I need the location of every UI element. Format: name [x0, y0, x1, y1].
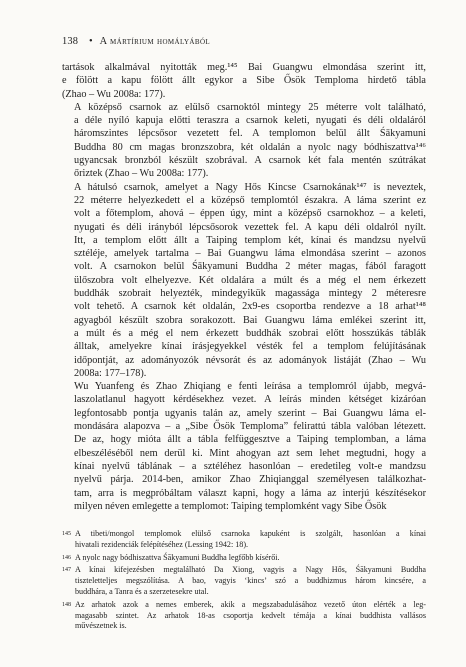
- text-line: (Zhao – Wu 2008a: 177).: [62, 88, 166, 100]
- text-line: De az, hogy mióta állt a tábla felfüggesztve a Taiping templomban, a láma: [74, 434, 426, 446]
- footnote: [62, 600, 426, 632]
- text-line: milyen néven emlegette a templomot: Taiping templomként vagy Sibe Ősök: [74, 500, 387, 512]
- text-line: a múlt és a még el nem érkezett buddhák szobrai előtt hosszúkás táblák: [74, 327, 426, 339]
- footnote-line: A nyolc nagy bódhiszattva Śākyamuni Buddha legfőbb kísérői.: [75, 552, 280, 562]
- text-line: időpontját, az adományozók névsorát és az adományok listáját (Zhao – Wu: [74, 354, 426, 366]
- text-line: őriztek (Zhao – Wu 2008a: 177).: [74, 168, 209, 180]
- text-line: tam, arra is megpróbáltam választ kapni, hogy a láma az interjú készítésekor: [74, 487, 426, 499]
- footnote-text: [75, 553, 426, 564]
- footnote: [62, 553, 426, 564]
- footnote-line: Az arhatok azok a nemes emberek, akik a megszabadulásához vezető úton elérték a leg-: [75, 599, 426, 609]
- text-line: mondására alapozva – a „Sibe Ősök Temploma” felirattú tábla valóban létezett.: [74, 421, 426, 433]
- text-line: kínai nyelvű táblának – a sztéléhez hasonlóan – eredetileg volt-e mandzsu: [74, 460, 426, 472]
- footnote-line: buddhára, a Tanra és a szerzetesekre utal.: [75, 587, 209, 597]
- text-line: ülőszobra volt elhelyezve. Két oldalára a múlt és a még el nem érkezett: [74, 274, 426, 286]
- footnote-line: hivatali rezidenciák felépítéséhez (Lessing 1942: 18).: [75, 539, 249, 549]
- footnote-number: 145: [62, 531, 71, 538]
- text-line: A középső csarnok az elülső csarnoktól mintegy 25 méterre volt található,: [74, 101, 426, 113]
- text-line: sztéléje, amelyek tartalma – Bai Guangwu láma elmondása szerint – azonos: [74, 248, 426, 260]
- main-text: [62, 61, 426, 513]
- footnote-text: [75, 565, 426, 597]
- text-line: e fölött a kapu fölött állt egykor a Sibe Ősök Temploma hirdető tábla: [62, 75, 426, 87]
- footnote-line: A tibeti/mongol templomok elülső csarnoka kapuként is szolgált, hasonlóan a kínai: [75, 529, 426, 539]
- footnote-line: tiszteletteljes megszólítása. A bao, vagyis ‘kincs’ szó a buddhizmus három kincsére, a: [75, 576, 426, 586]
- text-line: nyelvű párja. 2014-ben, amikor Zhao Zhiqianggal személyesen találkozhat-: [74, 474, 426, 486]
- paragraph: [62, 380, 426, 513]
- footnote: [62, 529, 426, 551]
- running-header: [62, 36, 426, 47]
- text-line: agyagból készült szobra sorakozott. Bai Guangwu láma emlékei szerint itt,: [74, 314, 426, 326]
- text-line: elbeszéléséből nem derül ki. Mint ahogyan azt sem lehet megtudni, hogy a: [74, 447, 426, 459]
- text-line: buddhák szobrait helyezték, mindegyikük magassága mintegy 2 méteresre: [74, 288, 426, 300]
- paragraph: [62, 181, 426, 380]
- paragraph: [62, 61, 426, 101]
- footnote-text: [75, 600, 426, 632]
- text-line: Itt, a templom előtt állt a Taiping templom két, kínai és mandzsu nyelvű: [74, 234, 426, 246]
- footnote-line: magasabb szintet. Az arhatok 18-as csoportja kedvelt témája a kínai buddhista vallásos: [75, 610, 426, 620]
- text-line: tartások alkalmával nyitották meg.¹⁴⁵ Bai Guangwu elmondása szerint itt,: [62, 62, 426, 73]
- running-title: A mártírium homályából: [99, 36, 211, 47]
- footnote: [62, 565, 426, 597]
- footnote-line: A kínai kifejezésben megtalálható Da Xiong, vagyis a Nagy Hős, Śākyamuni Buddha: [75, 565, 426, 575]
- text-line: Buddha 80 cm magas bronzszobra, két oldalán a nyolc nagy bódhiszattva¹⁴⁶: [74, 141, 426, 153]
- text-line: volt a főtemplom, ahová – éppen úgy, mint a középső csarnokhoz – a keleti,: [74, 208, 426, 220]
- text-line: volt. A csarnokon belül Śākyamuni Buddha 2 méter magas, fából faragott: [74, 261, 426, 273]
- footnote-line: művészetnek is.: [75, 621, 127, 631]
- footnote-number: 147: [62, 567, 71, 574]
- text-line: 22 méterre helyezkedett el a középső templomtól északra. A láma szerint ez: [74, 194, 426, 206]
- page-number: 138: [62, 36, 79, 47]
- text-line: a déle nyíló kapuja előtti teraszra a csarnok keleti, nyugati és déli oldaláról: [74, 115, 426, 127]
- footnote-text: [75, 529, 426, 551]
- text-line: ugyancsak bronzból készült szobrával. A csarnok két fala mentén szútrákat: [74, 155, 426, 167]
- text-line: laszolatlanul hagyott kérdésekhez vezet. A leírás minden kétséget kizáróan: [74, 394, 426, 406]
- text-line: Wu Yuanfeng és Zhao Zhiqiang e fenti leírása a templomról újabb, megvá-: [74, 381, 426, 393]
- footnote-number: 146: [62, 554, 71, 561]
- text-line: nyugati és déli irányból lépcsősorok vezettek fel. A kapu déli oldalról nyílt.: [74, 221, 426, 233]
- text-line: volt tehető. A csarnok két oldalán, 2x9-es csoportba rendezve a 18 arhat¹⁴⁸: [74, 301, 426, 313]
- text-line: háromszintes lépcsősor vezetett fel. A templomon belül állt Śākyamuni: [74, 128, 426, 140]
- text-line: álltak, amelyekre kínai írásjegyekkel vésték fel a templom felújításának: [74, 341, 426, 353]
- text-line: 2008a: 177–178).: [74, 367, 147, 379]
- text-line: A hátulsó csarnok, amelyet a Nagy Hős Kincse Csarnokának¹⁴⁷ is neveztek,: [74, 181, 426, 193]
- paragraph: [62, 101, 426, 181]
- footnote-number: 148: [62, 601, 71, 608]
- footnotes: [62, 529, 426, 632]
- header-separator: •: [89, 36, 93, 47]
- text-line: legfontosabb pontja ugyanis talán az, amely szerint – Bai Guangwu láma el-: [74, 407, 426, 419]
